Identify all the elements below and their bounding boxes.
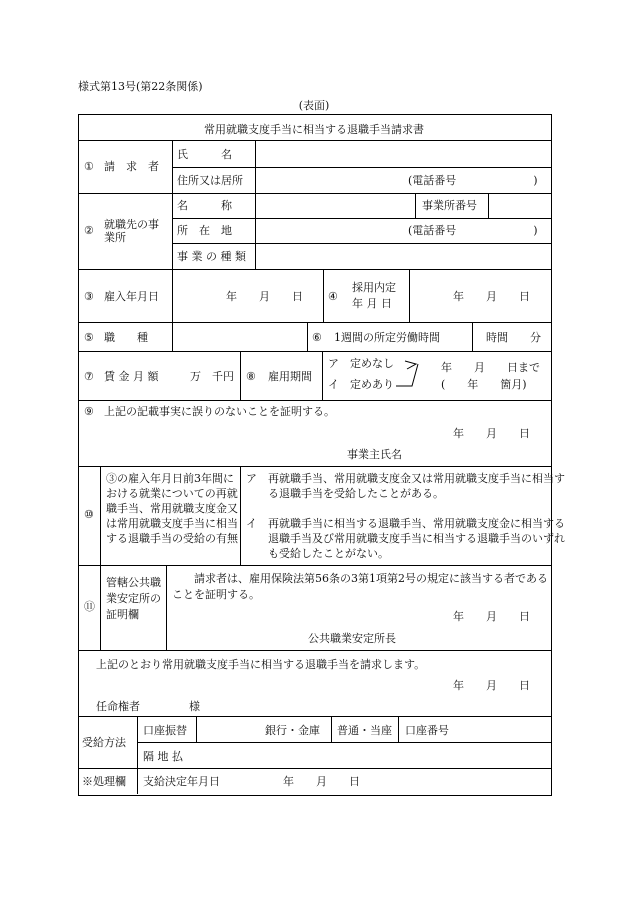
decision-date-label: 支給決定年月日 xyxy=(143,775,220,788)
job-number: ⑤ xyxy=(84,331,94,344)
office-date: 年 月 日 xyxy=(453,610,530,623)
office-certify-text: 請求者は、雇用保険法第56条の3第1項第2号の規定に該当する者であることを証明する。 xyxy=(172,572,548,601)
account-transfer-label: 口座振替 xyxy=(143,724,187,737)
request-text: 上記のとおり常用就職支度手当に相当する退職手当を請求します。 xyxy=(96,658,426,671)
certify-date: 年 月 日 xyxy=(453,427,530,440)
period-number: ⑧ xyxy=(246,370,256,383)
employer-name-label: 名 称 xyxy=(177,199,232,212)
remote-payment-label: 隔 地 払 xyxy=(143,750,183,763)
request-date: 年 月 日 xyxy=(453,679,530,692)
office-number-label: 事業所番号 xyxy=(422,199,477,212)
applicant-label: 請 求 者 xyxy=(104,160,159,173)
applicant-name-label: 氏 名 xyxy=(177,148,232,161)
benefit-number: ⑩ xyxy=(84,508,94,521)
weekly-hours-value: 時間 分 xyxy=(486,331,541,344)
period-option-i: イ 定めあり xyxy=(328,378,394,391)
payment-method-label: 受給方法 xyxy=(82,736,126,749)
wage-value: 万 千円 xyxy=(190,370,234,383)
hire-date-label: 雇入年月日 xyxy=(104,290,159,303)
hours-number: ⑥ xyxy=(312,331,322,344)
benefit-option-a: ア 再就職手当、常用就職支度金又は常用就職支度手当に相当する退職手当を受給したことがある。 xyxy=(246,472,565,500)
form-side-label: (表面) xyxy=(298,99,330,112)
hire-number: ③ xyxy=(84,290,94,303)
period-until: 年 月 日まで xyxy=(441,361,540,374)
applicant-phone: (電話番号 ) xyxy=(408,174,538,187)
employer-location-label: 所 在 地 xyxy=(177,224,232,237)
form-number: 様式第13号(第22条関係) xyxy=(78,80,203,93)
employer-name-field-label: 事業主氏名 xyxy=(347,448,402,461)
weekly-hours-label: 1週間の所定労働時間 xyxy=(334,331,440,344)
decision-date-value: 年 月 日 xyxy=(283,775,360,788)
form-title: 常用就職支度手当に相当する退職手当請求書 xyxy=(204,123,424,136)
applicant-address-label: 住所又は居所 xyxy=(177,174,243,187)
decided-date-value: 年 月 日 xyxy=(453,290,530,303)
job-type-label: 職 種 xyxy=(104,331,148,344)
account-type-label: 普通・当座 xyxy=(337,724,392,737)
employer-label: 就職先の事業所 xyxy=(104,218,159,244)
honorific-sama: 様 xyxy=(189,700,200,713)
processing-label: ※処理欄 xyxy=(82,775,126,788)
employer-phone: (電話番号 ) xyxy=(408,224,538,237)
employer-number: ② xyxy=(84,224,94,237)
decided-label-line1: 採用内定 xyxy=(352,281,396,294)
benefit-question: ③の雇入年月日前3年間における就業についての再就職手当、常用就職支度金又は常用就職支度手当に相当する退職手当の受給の有無 xyxy=(106,472,238,545)
account-number-label: 口座番号 xyxy=(405,724,449,737)
certify-text: 上記の記載事実に誤りのないことを証明する。 xyxy=(104,405,335,418)
period-months: ( 年 箇月) xyxy=(441,378,527,391)
wage-number: ⑦ xyxy=(84,370,94,383)
bank-label: 銀行・金庫 xyxy=(265,724,320,737)
appointing-authority-label: 任命権者 xyxy=(96,700,140,713)
business-type-label: 事 業 の 種 類 xyxy=(177,250,246,263)
period-option-a: ア 定めなし xyxy=(328,357,394,370)
office-chief-label: 公共職業安定所長 xyxy=(308,632,396,645)
hire-date-value: 年 月 日 xyxy=(226,290,303,303)
decided-number: ④ xyxy=(328,290,338,303)
certify-number: ⑨ xyxy=(84,405,94,418)
office-label: 管轄公共職業安定所の証明欄 xyxy=(106,576,161,621)
wage-label: 賃 金 月 額 xyxy=(104,370,159,383)
decided-label-line2: 年 月 日 xyxy=(352,297,392,310)
office-number: ⑪ xyxy=(84,600,95,613)
applicant-number: ① xyxy=(84,160,94,173)
benefit-option-i: イ 再就職手当に相当する退職手当、常用就職支度金に相当する退職手当及び常用就職支度手当に相当する退職手当のいずれも受給したことがない。 xyxy=(246,517,565,560)
period-label: 雇用期間 xyxy=(268,370,312,383)
